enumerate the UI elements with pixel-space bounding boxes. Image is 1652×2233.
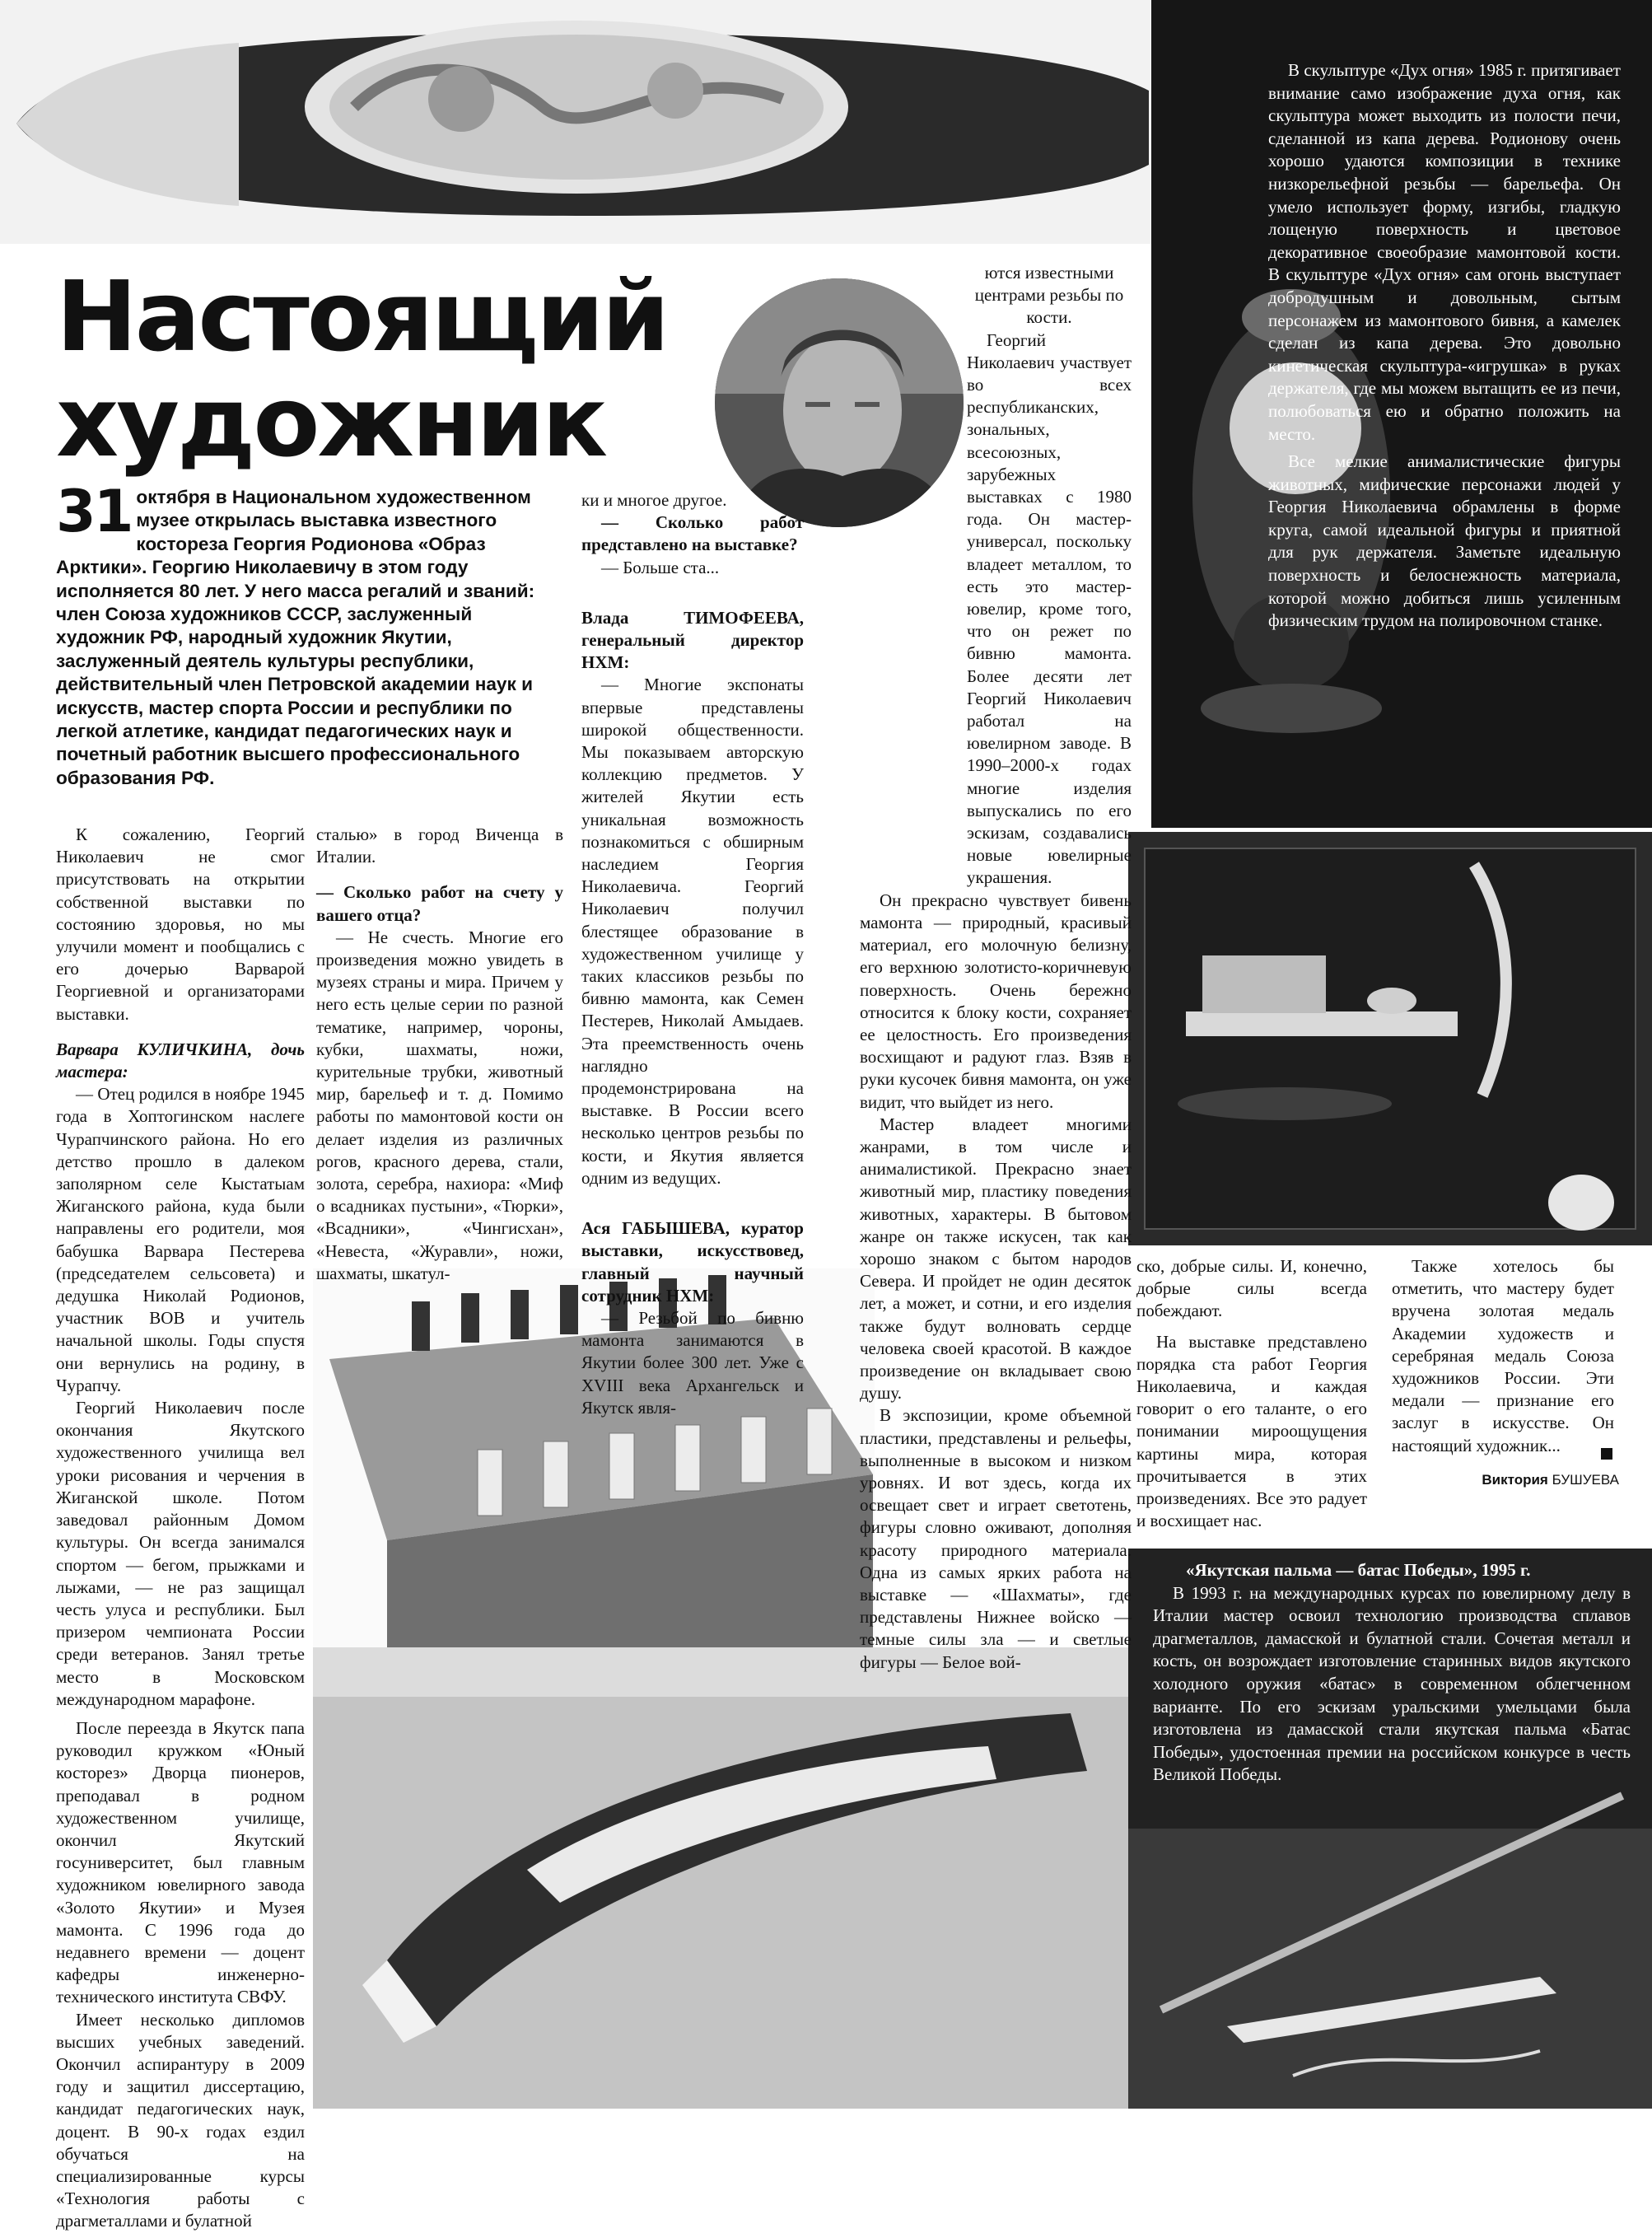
author-first-name: Виктория	[1482, 1472, 1548, 1488]
lead-paragraph	[56, 478, 558, 790]
intro-paragraph: К сожалению, Георгий Николаевич не смог присутствовать на открытии собственной выставки по состоянию здоровья, но мы улучили момент и пообщались с его дочерью Варварой Георгиевной и организаторами выставки.	[56, 825, 305, 1024]
caption-paragraph: В скульптуре «Дух огня» 1985 г. притягивает внимание само изображение духа огня, как скульптура может выходить из полости печи, сделанной из капа дерева. Родионову очень хорошо удаются композиции в технике низкорельефной резьбы — барельефа. Он умело использует форму, изгибы, гладкую лощеную поверхность и цветовое декоративное своеобразие мамонтовой кости. В скульптуре «Дух огня» сам огонь выступает добродушным и довольным, сытым персонажем из мамонтового бивня, а камелек сделан из капа дерева. Это довольно кинетическая скульптура-«игрушка» в руках держателя, где мы можем вытащить ее из печи, полюбоваться ею и обратно положить на место.	[1268, 60, 1621, 444]
column-4	[860, 262, 1132, 1674]
article-paragraph: Мастер владеет многими жанрами, в том числе и анималистикой. Прекрасно знает животный мир, пластику поведения животных, характеры. В бытовом жанре он также искусен, так как хорошо знаком с бытом народов Севера. И пройдет не один десяток лет, а может, и сотни, и его изделия также будут волновать сердце человека своей красотой. В каждое произведение он вкладывает свою душу.	[860, 1114, 1132, 1404]
speaker-label: Варвара КУЛИЧКИНА, дочь мастера:	[56, 1039, 305, 1082]
column-3	[581, 489, 804, 1419]
caption-paragraph: В 1993 г. на международных курсах по ювелирному делу в Италии мастер освоил технологию производства сплавов драгметаллов, дамасской и булатной стали. Сочетая металл и кость, он возрождает изготовление старинных видов якутского холодного оружия «батас» в современном облегченном варианте. По его эскизам уральскими умельцами была изготовлена из дамасской стали якутская пальма «Батас Победы», удостоенная премии на российском конкурсе в честь Великой Победы.	[1153, 1582, 1631, 1785]
article-paragraph: — Резьбой по бивню мамонта занимаются в Якутии более 300 лет. Уже с XVIII века Архангельск и Якутск явля-	[581, 1307, 804, 1418]
article-paragraph: На выставке представлено порядка ста работ Георгия Николаевича, и каждая говорит о его таланте, о его понимании мироощущения картины мира, которая прочитывается в этих произведениях. Все это радует и восхищает нас.	[1136, 1331, 1367, 1531]
article-paragraph: ются известными центрами резьбы по кости.	[974, 263, 1124, 328]
question: — Сколько работ на счету у вашего отца?	[316, 882, 563, 925]
column-1	[56, 824, 305, 2233]
answer: — Больше ста...	[601, 557, 720, 577]
ivory-sculpture-display-photo	[1128, 832, 1652, 1245]
article-paragraph: — Отец родился в ноябре 1945 года в Хоптогинском наслеге Чурапчинского района. Но его детство прошло в далеком заполярном селе Кыстатыам Жиганского района, куда были направлены его родители, моя бабушка Варвара Пестерева (председателем сельсовета) и дедушка Николай Родионов, участник ВОВ и учитель начальной школы. Годы спустя они вернулись на родину, в Чурапчу.	[56, 1084, 305, 1395]
spirit-of-fire-caption	[1268, 59, 1621, 633]
headline: Настоящий художник	[56, 259, 668, 479]
speaker-label: Влада ТИМОФЕЕВА, генеральный директор НХМ:	[581, 607, 804, 673]
article-paragraph: Георгий Николаевич участвует во всех республиканских, зональных, всесоюзных, зарубежных выставках с 1980 года. Он мастер-универсал, поскольку владеет металлом, то есть это мастер-ювелир, кроме того, что он режет по бивню мамонта. Более десяти лет Георгий Николаевич работал на ювелирном заводе. В 1990–2000-х годах многие изделия выпускались по его эскизам, создавались новые ювелирные украшения.	[967, 329, 1132, 888]
column-2	[316, 824, 563, 1285]
carved-tusk-photo-bottom	[313, 1647, 1140, 2109]
column-4-top	[967, 262, 1132, 890]
article-paragraph: Он прекрасно чувствует бивень мамонта — природный, красивый материал, его молочную белизну, его верхнюю золотисто-коричневую поверхность. Очень бережно относится к блоку кости, сохраняет ее целостность. Его произведения восхищают и радуют глаз. Взяв в руки кусочек бивня мамонта, он уже видит, что выйдет из него.	[860, 890, 1132, 1112]
column-6	[1392, 1255, 1614, 1457]
column-5	[1136, 1255, 1367, 1532]
article-paragraph: Имеет несколько дипломов высших учебных заведений. Окончил аспирантуру в 2009 году и защитил диссертацию, кандидат педагогических наук, доцент. В 90-х годах ездил обучаться на специализированные курсы «Технология работы с драгметаллами и булатной	[56, 2009, 305, 2231]
article-paragraph: После переезда в Якутск папа руководил кружком «Юный косторез» Дворца пионеров, преподавал в родном художественном училище, окончил Якутский госуниверситет, был главным художником ювелирного завода «Золото Якутии» и Музея мамонта. С 1996 года до недавнего времени — доцент кафедры инженерно-технического института СВФУ.	[56, 1717, 305, 2007]
article-paragraph: ки и многое другое.	[581, 490, 727, 510]
speaker-label: Ася ГАБЫШЕВА, куратор выставки, искусствовед, главный научный сотрудник НХМ:	[581, 1218, 804, 1306]
author-last-name: БУШУЕВА	[1552, 1472, 1619, 1488]
caption-paragraph: Все мелкие анималистические фигуры животных, мифические персонажи людей у Георгия Николаевича обрамлены в форме круга, самой идеальной фигуры и приятной для рук держателя. Заметьте идеальную поверхность и белоснежность материала, которой можно добиться лишь усиленным физическим трудом на полировочном станке.	[1268, 451, 1621, 631]
lead-text: октября в Национальном художественном музее открылась выставка известного костореза Георгия Родионова «Образ Арктики». Георгию Николаевичу в этом году исполняется 80 лет. У него масса регалий и званий: член Союза художников СССР, заслуженный художник РФ, народный художник Якутии, заслуженный деятель культуры республики, действительный член Петровской академии наук и искусств, мастер спорта России и республики по легкой атлетике, кандидат педагогических наук и почетный работник высшего профессионального образования РФ.	[56, 487, 535, 788]
question: — Сколько работ представлено на выставке?	[581, 512, 804, 555]
caption-title: «Якутская пальма — батас Победы», 1995 г.	[1186, 1560, 1531, 1580]
author-byline	[1482, 1472, 1619, 1488]
article-paragraph: ско, добрые силы. И, конечно, добрые силы всегда побеждают.	[1136, 1256, 1367, 1321]
yakut-palm-caption	[1153, 1559, 1631, 1787]
article-paragraph: В экспозиции, кроме объемной пластики, представлены и рельефы, выполненные в высоком и низком уровнях. И вот здесь, когда их освещает свет и играет светотень, фигуры словно оживают, дополняя красоту природного материала. Одна из самых ярких работа на выставке — «Шахматы», где представлены Нижнее войско — темные силы зла — и светлые фигуры — Белое вой-	[860, 1405, 1132, 1672]
article-paragraph: сталью» в город Виченца в Италии.	[316, 825, 563, 867]
article-paragraph: Георгий Николаевич после окончания Якутского художественного училища вел уроки рисования и черчения в Жиганской школе. Потом заведовал районным Домом культуры. Он всегда занимался спортом — бегом, прыжками и лыжами, — не раз защищал честь улуса и республики. Был призером чемпионата России среди ветеранов. Занял третье место в Московском международном марафоне.	[56, 1398, 305, 1709]
end-mark	[1601, 1448, 1612, 1460]
article-paragraph: — Многие экспонаты впервые представлены широкой общественности. Мы показываем авторскую коллекцию предметов. У жителей Якутии есть уникальная возможность познакомиться с обширным наследием Георгия Николаевича. Георгий Николаевич получил блестящее образование в художественном училище у таких классиков резьбы по бивню мамонта, как Семен Пестерев, Николай Амыдаев. Эта преемственность очень наглядно продемонстрирована на выставке. В России всего несколько центров резьбы по кости, и Якутия является одним из ведущих.	[581, 675, 804, 1188]
article-paragraph: Также хотелось бы отметить, что мастеру будет вручена золотая медаль Академии художеств и серебряная медаль Союза художников России. Эти медали — признание его заслуг в искусстве. Он настоящий художник...	[1392, 1256, 1614, 1455]
carved-tusk-photo-top	[0, 0, 1156, 244]
drop-cap: 31	[56, 478, 132, 545]
article-paragraph: — Не счесть. Многие его произведения можно увидеть в музеях страны и мира. Причем у него есть целые серии по разной тематике, например, чороны, кубки, шахматы, ножи, курительные трубки, животный мир, барельеф и т. д. Помимо работы по мамонтовой кости он делает изделия из различных рогов, красного дерева, стали, золота, серебра, нахиора: «Миф о всадниках пустыни», «Тюрки», «Всадники», «Чингисхан», «Невеста, «Журавли», ножи, шахматы, шкатул-	[316, 927, 563, 1283]
